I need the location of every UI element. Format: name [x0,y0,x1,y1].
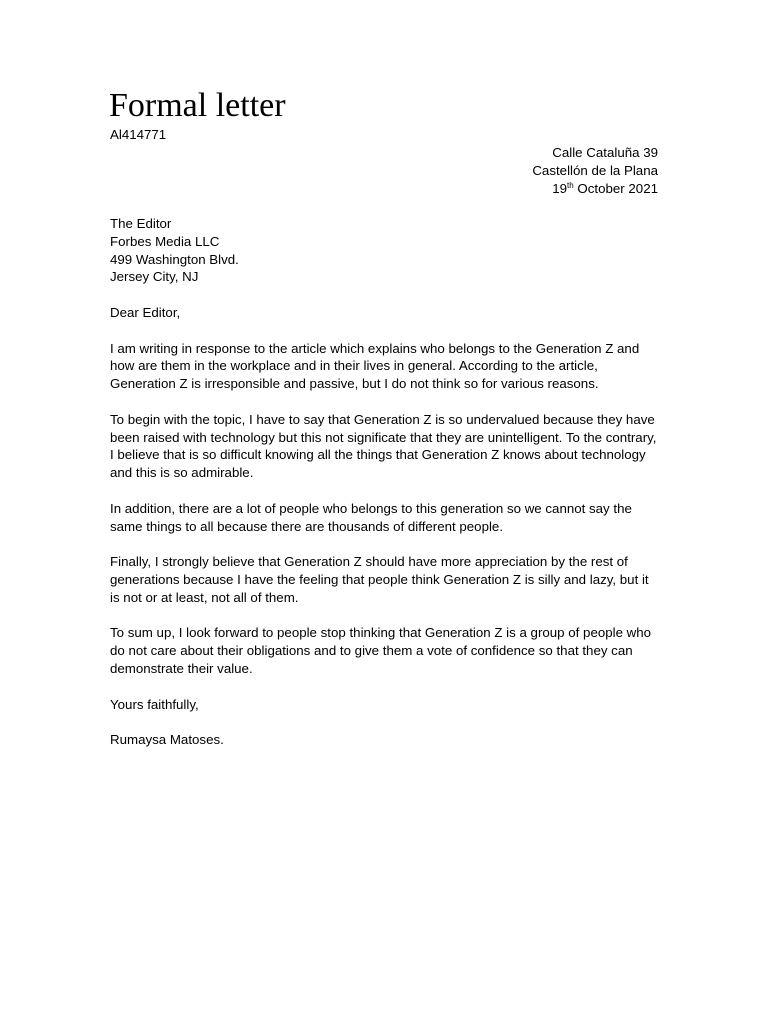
paragraph: Finally, I strongly believe that Generation Z should have more appreciation by the rest of generations because I have the feeling that people think Generation Z is silly and lazy, but it is not or at least, not all of them. [110,554,649,605]
signature: Rumaysa Matoses. [110,732,224,748]
paragraph: I am writing in response to the article which explains who belongs to the Generation Z and how are them in the workplace and in their lives in general. According to the article, Generation Z is irresponsible and passive, but I do not think so for various reasons. [110,340,640,392]
document-code: Al414771 [110,127,167,142]
letter-date [532,180,658,198]
paragraph: To sum up, I look forward to people stop thinking that Generation Z is a group of people who do not care about their obligations and to give them a vote of confidence so that they can demonstrate their value. [110,625,652,676]
recipient-line: Forbes Media LLC [110,233,220,249]
sender-address [532,144,658,197]
paragraph: To begin with the topic, I have to say that Generation Z is so undervalued because they have been raised with technology but this not significate that they are unintelligent. To the contrary, I believe that is so difficult knowing all the things that Generation Z knows about technology and this is so admirable. [110,411,657,481]
sender-city: Castellón de la Plana [532,162,658,178]
paragraph: In addition, there are a lot of people who belongs to this generation so we cannot say the same things to all because there are thousands of different people. [110,500,632,534]
salutation: Dear Editor, [110,305,181,320]
recipient-line: The Editor [110,216,172,231]
date-suffix: th [567,180,574,190]
recipient-line: 499 Washington Blvd. [110,251,239,267]
closing: Yours faithfully, [110,696,199,712]
recipient-line: Jersey City, NJ [110,269,199,285]
date-rest: October 2021 [573,180,658,196]
recipient-address [110,215,239,286]
sender-street: Calle Cataluña 39 [552,145,658,160]
document-title: Formal letter [109,87,286,124]
letter-body [110,304,660,767]
date-day: 19 [552,180,568,196]
